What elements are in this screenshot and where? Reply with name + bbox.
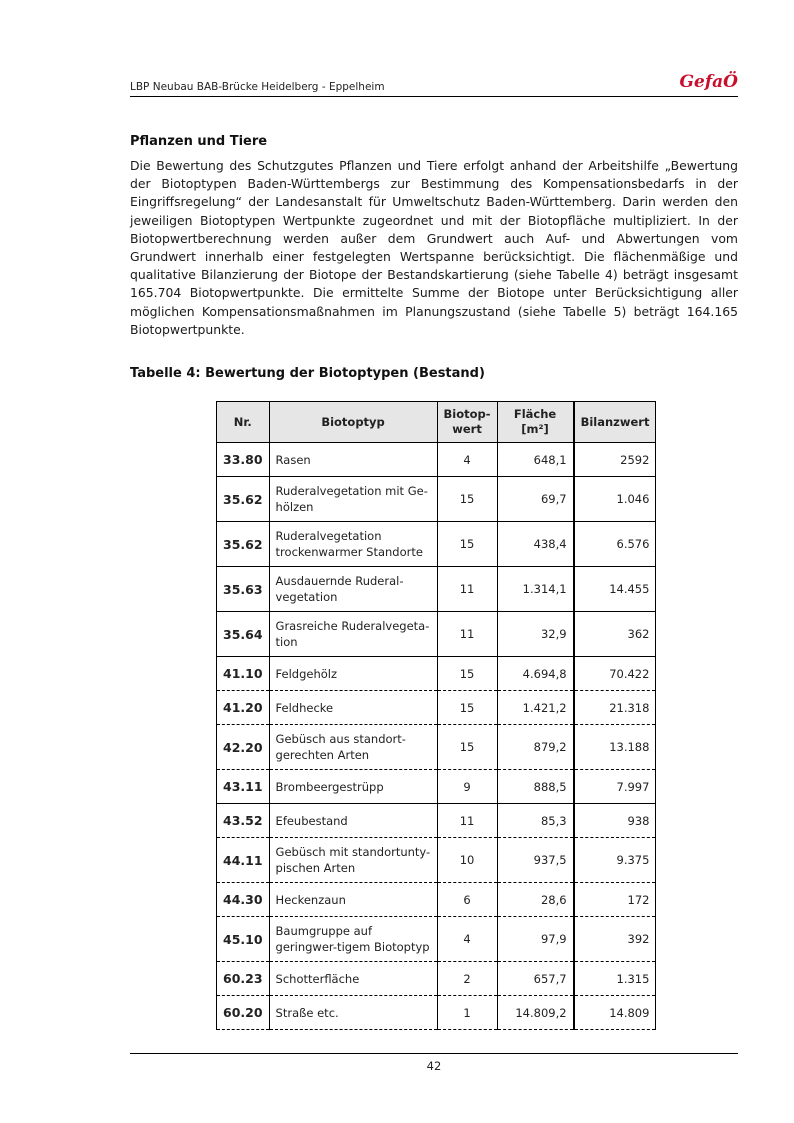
flaeche-line2: [m²] bbox=[521, 422, 549, 436]
cell-flaeche: 28,6 bbox=[497, 883, 574, 917]
cell-bilanzwert: 9.375 bbox=[574, 838, 656, 883]
table-row bbox=[217, 962, 656, 996]
cell-biotopwert: 4 bbox=[437, 443, 497, 477]
cell-bilanzwert: 14.455 bbox=[574, 567, 656, 612]
cell-flaeche: 657,7 bbox=[497, 962, 574, 996]
cell-flaeche: 32,9 bbox=[497, 612, 574, 657]
cell-biotoptyp: Gebüsch mit standortunty-pischen Arten bbox=[269, 838, 437, 883]
section-heading: Pflanzen und Tiere bbox=[130, 134, 268, 149]
table-row bbox=[217, 612, 656, 657]
cell-bilanzwert: 70.422 bbox=[574, 657, 656, 691]
cell-bilanzwert: 13.188 bbox=[574, 725, 656, 770]
column-header-flaeche bbox=[497, 402, 574, 443]
cell-bilanzwert: 21.318 bbox=[574, 691, 656, 725]
cell-biotopwert: 10 bbox=[437, 838, 497, 883]
cell-nr: 41.20 bbox=[217, 691, 270, 725]
cell-bilanzwert: 172 bbox=[574, 883, 656, 917]
cell-flaeche: 4.694,8 bbox=[497, 657, 574, 691]
cell-biotopwert: 2 bbox=[437, 962, 497, 996]
table-row bbox=[217, 804, 656, 838]
gefaoe-logo: GefaÖ bbox=[679, 72, 738, 92]
table-row bbox=[217, 691, 656, 725]
cell-biotopwert: 15 bbox=[437, 522, 497, 567]
table-row bbox=[217, 657, 656, 691]
cell-nr: 43.52 bbox=[217, 804, 270, 838]
biotope-table bbox=[216, 401, 656, 1030]
cell-flaeche: 1.421,2 bbox=[497, 691, 574, 725]
cell-biotoptyp: Ausdauernde Ruderal-vegetation bbox=[269, 567, 437, 612]
cell-nr: 35.63 bbox=[217, 567, 270, 612]
footer-divider bbox=[130, 1053, 738, 1054]
cell-bilanzwert: 392 bbox=[574, 917, 656, 962]
cell-flaeche: 937,5 bbox=[497, 838, 574, 883]
cell-flaeche: 888,5 bbox=[497, 770, 574, 804]
cell-biotopwert: 15 bbox=[437, 691, 497, 725]
cell-nr: 42.20 bbox=[217, 725, 270, 770]
cell-nr: 44.30 bbox=[217, 883, 270, 917]
page-number: 42 bbox=[426, 1059, 442, 1073]
cell-bilanzwert: 1.046 bbox=[574, 477, 656, 522]
cell-biotoptyp: Gebüsch aus standort-gerechten Arten bbox=[269, 725, 437, 770]
cell-biotopwert: 11 bbox=[437, 567, 497, 612]
cell-flaeche: 85,3 bbox=[497, 804, 574, 838]
cell-flaeche: 14.809,2 bbox=[497, 996, 574, 1030]
cell-biotoptyp: Feldgehölz bbox=[269, 657, 437, 691]
cell-flaeche: 648,1 bbox=[497, 443, 574, 477]
cell-biotopwert: 15 bbox=[437, 657, 497, 691]
body-paragraph: Die Bewertung des Schutzgutes Pflanzen und Tiere erfolgt anhand der Arbeitshilfe „Bewertung der Biotoptypen Baden-Württembergs zur Bestimmung des Kompensationsbedarfs in der Eingriffsregelung“ der Landesanstalt für Umweltschutz Baden-Württemberg. Darin werden den jeweiligen Biotoptypen Wertpunkte zugeordnet und mit der Biotopfläche multipliziert. In der Biotopwertberechnung werden außer dem Grundwert auch Auf- und Abwertungen vom Grundwert innerhalb einer festgelegten Wertspanne berücksichtigt. Die flächenmäßige und qualitative Bilanzierung der Biotope der Bestandskartierung (siehe Tabelle 4) beträgt insgesamt 165.704 Biotopwertpunkte. Die ermittelte Summe der Biotope unter Berücksichtigung aller möglichen Kompensationsmaßnahmen im Planungszustand (siehe Tabelle 5) beträgt 164.165 Biotopwertpunkte. bbox=[130, 158, 738, 337]
cell-biotopwert: 11 bbox=[437, 804, 497, 838]
cell-nr: 43.11 bbox=[217, 770, 270, 804]
flaeche-line1: Fläche bbox=[513, 407, 557, 421]
cell-bilanzwert: 938 bbox=[574, 804, 656, 838]
cell-biotopwert: 11 bbox=[437, 612, 497, 657]
column-header-biotoptyp: Biotoptyp bbox=[269, 402, 437, 443]
table-header-row bbox=[217, 402, 656, 443]
cell-biotoptyp: Baumgruppe auf geringwer-tigem Biotoptyp bbox=[269, 917, 437, 962]
cell-biotopwert: 1 bbox=[437, 996, 497, 1030]
cell-biotopwert: 4 bbox=[437, 917, 497, 962]
document-title: LBP Neubau BAB-Brücke Heidelberg - Eppelheim bbox=[130, 81, 385, 93]
cell-nr: 44.11 bbox=[217, 838, 270, 883]
table-row bbox=[217, 917, 656, 962]
cell-biotoptyp: Brombeergestrüpp bbox=[269, 770, 437, 804]
column-header-biotopwert bbox=[437, 402, 497, 443]
table-row bbox=[217, 996, 656, 1030]
cell-biotopwert: 9 bbox=[437, 770, 497, 804]
cell-nr: 35.62 bbox=[217, 477, 270, 522]
table-row bbox=[217, 838, 656, 883]
table-row bbox=[217, 567, 656, 612]
cell-biotoptyp: Ruderalvegetation mit Ge-hölzen bbox=[269, 477, 437, 522]
cell-bilanzwert: 7.997 bbox=[574, 770, 656, 804]
cell-nr: 45.10 bbox=[217, 917, 270, 962]
cell-bilanzwert: 362 bbox=[574, 612, 656, 657]
cell-nr: 41.10 bbox=[217, 657, 270, 691]
table-body bbox=[217, 443, 656, 1030]
cell-nr: 35.62 bbox=[217, 522, 270, 567]
cell-flaeche: 438,4 bbox=[497, 522, 574, 567]
table-row bbox=[217, 770, 656, 804]
cell-flaeche: 1.314,1 bbox=[497, 567, 574, 612]
table-row bbox=[217, 725, 656, 770]
cell-biotopwert: 6 bbox=[437, 883, 497, 917]
cell-biotoptyp: Heckenzaun bbox=[269, 883, 437, 917]
cell-biotoptyp: Ruderalvegetation trockenwarmer Standorte bbox=[269, 522, 437, 567]
cell-nr: 60.20 bbox=[217, 996, 270, 1030]
cell-bilanzwert: 1.315 bbox=[574, 962, 656, 996]
cell-nr: 60.23 bbox=[217, 962, 270, 996]
cell-nr: 33.80 bbox=[217, 443, 270, 477]
table-row bbox=[217, 883, 656, 917]
biotopwert-line2: wert bbox=[452, 422, 482, 436]
cell-biotoptyp: Feldhecke bbox=[269, 691, 437, 725]
table-row bbox=[217, 522, 656, 567]
cell-bilanzwert: 2592 bbox=[574, 443, 656, 477]
column-header-nr: Nr. bbox=[217, 402, 270, 443]
biotopwert-line1: Biotop- bbox=[443, 407, 491, 421]
cell-flaeche: 97,9 bbox=[497, 917, 574, 962]
cell-biotopwert: 15 bbox=[437, 725, 497, 770]
cell-nr: 35.64 bbox=[217, 612, 270, 657]
cell-biotoptyp: Efeubestand bbox=[269, 804, 437, 838]
cell-biotopwert: 15 bbox=[437, 477, 497, 522]
column-header-bilanzwert: Bilanzwert bbox=[574, 402, 656, 443]
table-row bbox=[217, 443, 656, 477]
cell-biotoptyp: Schotterfläche bbox=[269, 962, 437, 996]
table-caption: Tabelle 4: Bewertung der Biotoptypen (Bestand) bbox=[130, 366, 485, 381]
cell-flaeche: 69,7 bbox=[497, 477, 574, 522]
page-header bbox=[130, 66, 738, 97]
cell-biotoptyp: Rasen bbox=[269, 443, 437, 477]
cell-bilanzwert: 6.576 bbox=[574, 522, 656, 567]
table-row bbox=[217, 477, 656, 522]
cell-flaeche: 879,2 bbox=[497, 725, 574, 770]
cell-biotoptyp: Straße etc. bbox=[269, 996, 437, 1030]
cell-biotoptyp: Grasreiche Ruderalvegeta-tion bbox=[269, 612, 437, 657]
cell-bilanzwert: 14.809 bbox=[574, 996, 656, 1030]
